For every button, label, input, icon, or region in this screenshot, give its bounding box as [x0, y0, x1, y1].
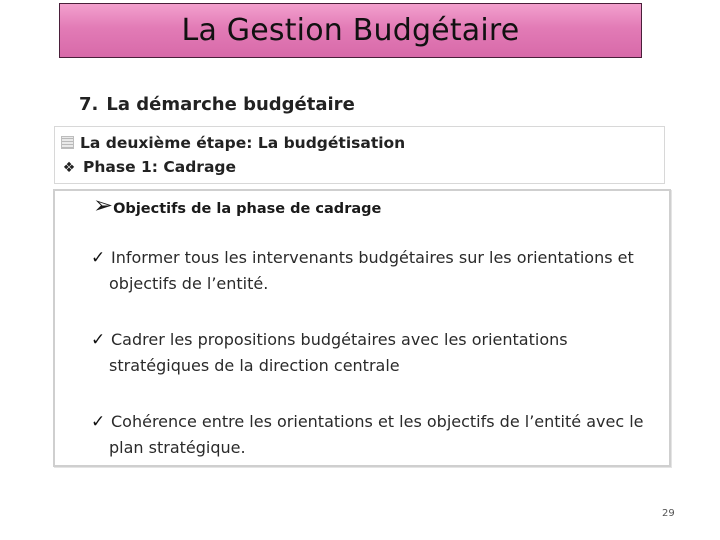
title-banner [59, 3, 642, 58]
list-item [91, 245, 661, 296]
step-line-2-text: Phase 1: Cadrage [83, 158, 237, 176]
checkmark-icon: ✓ [91, 248, 106, 268]
list-item-line-1: Cadrer les propositions budgétaires avec les orientations [111, 330, 568, 349]
list-item-line-1: Cohérence entre les orientations et les objectifs de l’entité avec le [111, 412, 644, 431]
diamond-bullet-icon: ❖ [62, 160, 76, 176]
list-item-line-2: objectifs de l’entité. [109, 274, 269, 293]
list-item-line-1: Informer tous les intervenants budgétaires sur les orientations et [111, 248, 634, 267]
objectives-box [53, 189, 671, 467]
step-line-budgetisation [61, 134, 405, 152]
list-item-line-2: stratégiques de la direction centrale [109, 356, 400, 375]
striped-square-bullet-icon [61, 136, 74, 149]
step-line-phase [61, 158, 236, 176]
section-heading [79, 94, 355, 115]
section-number: 7. [79, 94, 99, 115]
objectives-heading [93, 193, 381, 217]
page-number: 29 [662, 508, 675, 519]
checkmark-icon: ✓ [91, 412, 106, 432]
list-item [91, 409, 661, 460]
step-line-1-text: La deuxième étape: La budgétisation [80, 134, 406, 152]
list-item [91, 327, 661, 378]
objectives-heading-text: Objectifs de la phase de cadrage [113, 201, 382, 217]
slide-title: La Gestion Budgétaire [181, 13, 520, 48]
step-box [54, 126, 665, 184]
checkmark-icon: ✓ [91, 330, 106, 350]
list-item-line-2: plan stratégique. [109, 438, 246, 457]
arrow-bullet-icon: ➢ [93, 191, 114, 219]
section-label: La démarche budgétaire [106, 94, 355, 115]
